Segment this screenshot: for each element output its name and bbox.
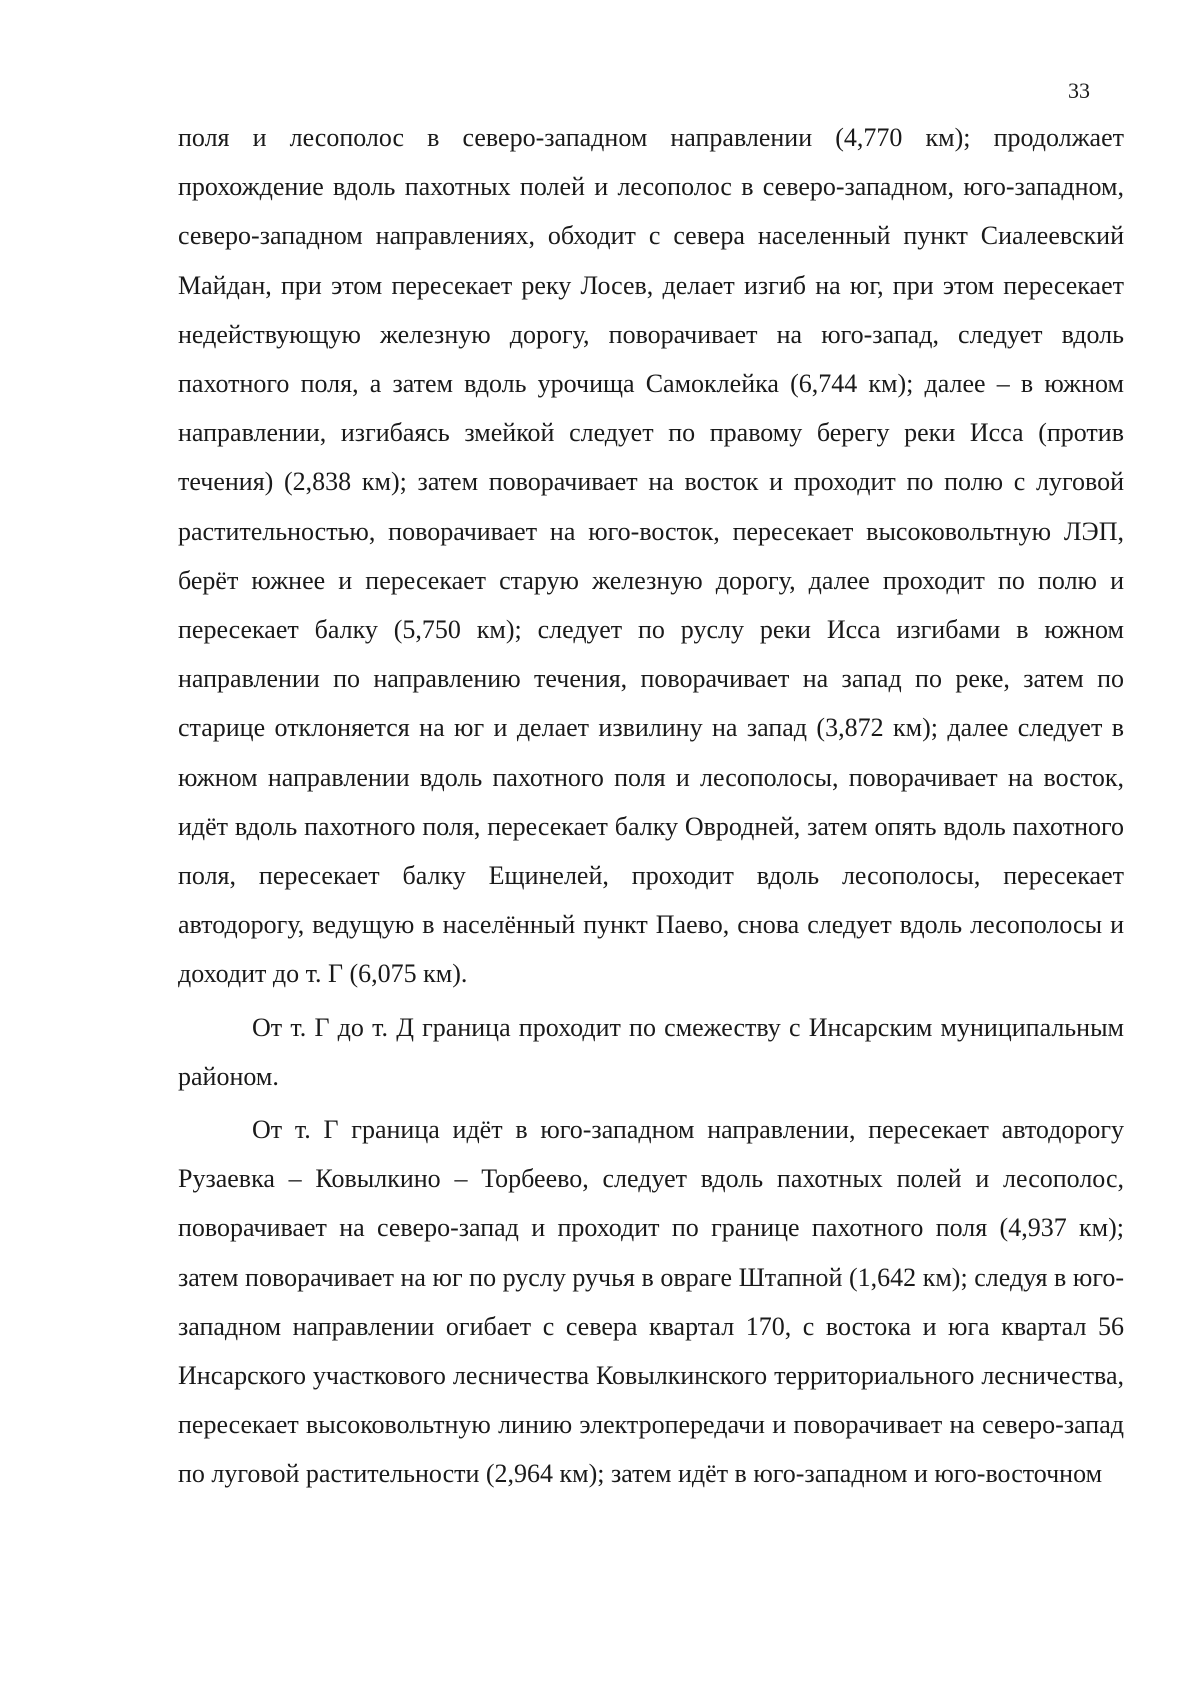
document-body	[178, 113, 1124, 1499]
paragraph-continued: поля и лесополос в северо-западном направлении (4,770 км); продолжает прохождение вдоль пахотных полей и лесополос в северо-западном, юго-западном, северо-западном направлениях, обходит с севера населенный пункт Сиалеевский Майдан, при этом пересекает реку Лосев, делает изгиб на юг, при этом пересекает недействующую железную дорогу, поворачивает на юго-запад, следует вдоль пахотного поля, а затем вдоль урочища Самоклейка (6,744 км); далее – в южном направлении, изгибаясь змейкой следует по правому берегу реки Исса (против течения) (2,838 км); затем поворачивает на восток и проходит по полю с луговой растительностью, поворачивает на юго-восток, пересекает высоковольтную ЛЭП, берёт южнее и пересекает старую железную дорогу, далее проходит по полю и пересекает балку (5,750 км); следует по руслу реки Исса изгибами в южном направлении по направлению течения, поворачивает на запад по реке, затем по старице отклоняется на юг и делает извилину на запад (3,872 км); далее следует в южном направлении вдоль пахотного поля и лесополосы, поворачивает на восток, идёт вдоль пахотного поля, пересекает балку Овродней, затем опять вдоль пахотного поля, пересекает балку Ещинелей, проходит вдоль лесополосы, пересекает автодорогу, ведущую в населённый пункт Паево, снова следует вдоль лесополосы и доходит до т. Г (6,075 км).	[178, 123, 1124, 989]
paragraph: От т. Г до т. Д граница проходит по смежеству с Инсарским муниципальным районом.	[178, 1012, 1124, 1091]
paragraph: От т. Г граница идёт в юго-западном направлении, пересекает автодорогу Рузаевка – Ковылкино – Торбеево, следует вдоль пахотных полей и лесополос, поворачивает на северо-запад и проходит по границе пахотного поля (4,937 км); затем поворачивает на юг по руслу ручья в овраге Штапной (1,642 км); следуя в юго-западном направлении огибает с севера квартал 170, с востока и юга квартал 56 Инсарского участкового лесничества Ковылкинского территориального лесничества, пересекает высоковольтную линию электропередачи и поворачивает на северо-запад по луговой растительности (2,964 км); затем идёт в юго-западном и юго-восточном	[178, 1115, 1124, 1489]
page-number: 33	[1068, 78, 1090, 103]
